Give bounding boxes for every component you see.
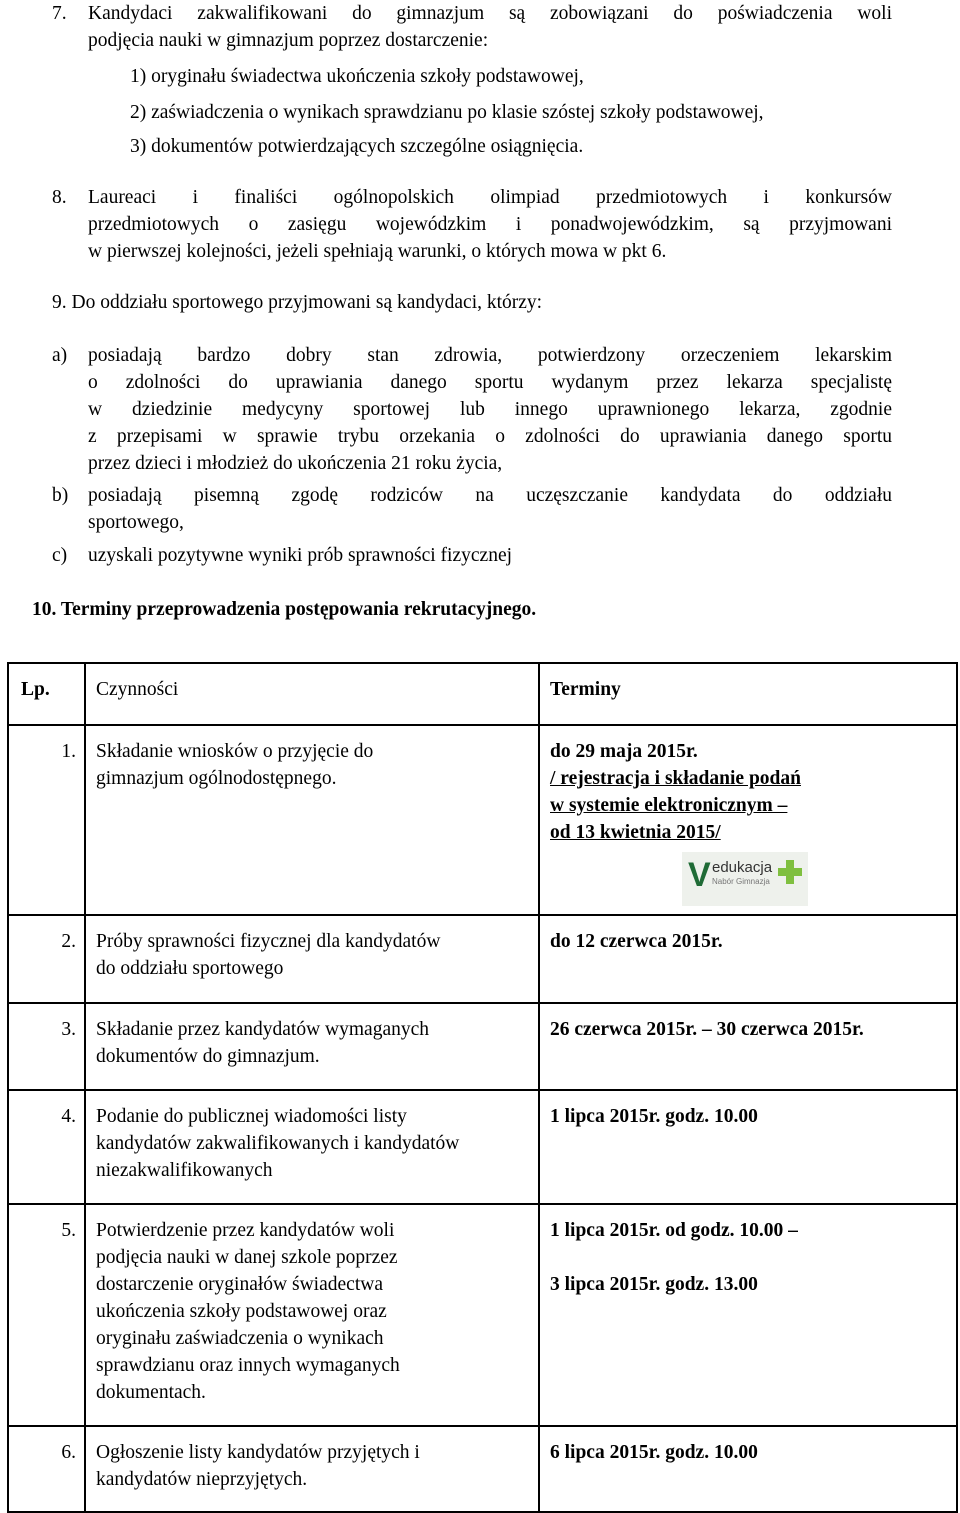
date-line: 6 lipca 2015r. godz. 10.00	[550, 1442, 758, 1463]
activity-line: Ogłoszenie listy kandydatów przyjętych i	[96, 1442, 420, 1463]
edukacja-logo	[682, 852, 808, 906]
date-line: 1 lipca 2015r. godz. 10.00	[550, 1106, 758, 1127]
table-row	[8, 1003, 957, 1090]
item-9-a-line: o zdolności do uprawiania danego sportu wydanym przez lekarza specjalistę	[88, 372, 892, 393]
activity-line: oryginału zaświadczenia o wynikach	[96, 1328, 384, 1349]
item-7-number: 7.	[52, 3, 67, 24]
activity-line: Składanie wniosków o przyjęcie do	[96, 741, 374, 762]
activity-line: podjęcia nauki w danej szkole poprzez	[96, 1247, 398, 1268]
row-dates	[539, 1003, 957, 1090]
item-9-b-letter: b)	[52, 485, 69, 506]
activity-line: do oddziału sportowego	[96, 958, 284, 979]
schedule-table	[7, 662, 958, 1513]
row-activity	[85, 1426, 539, 1512]
activity-line: Składanie przez kandydatów wymaganych	[96, 1019, 430, 1040]
date-line: do 12 czerwca 2015r.	[550, 931, 723, 952]
row-dates	[539, 1426, 957, 1512]
date-line: 1 lipca 2015r. od godz. 10.00 –	[550, 1220, 798, 1241]
activity-line: kandydatów nieprzyjętych.	[96, 1469, 308, 1490]
date-line: w systemie elektronicznym –	[550, 795, 788, 816]
section-heading: 10. Terminy przeprowadzenia postępowania rekrutacyjnego.	[32, 599, 537, 620]
item-9-a-line: z przepisami w sprawie trybu orzekania o zdolności do uprawiania danego sportu	[88, 426, 892, 447]
date-line: 3 lipca 2015r. godz. 13.00	[550, 1274, 758, 1295]
activity-line: Próby sprawności fizycznej dla kandydatów	[96, 931, 441, 952]
activity-line: dostarczenie oryginałów świadectwa	[96, 1274, 383, 1295]
item-9-b-line: posiadają pisemną zgodę rodziców na uczęszczanie kandydata do oddziału	[88, 485, 892, 506]
row-lp: 3.	[8, 1003, 85, 1090]
item-9-c-letter: c)	[52, 545, 68, 566]
activity-line: kandydatów zakwalifikowanych i kandydatów	[96, 1133, 460, 1154]
activity-line: Podanie do publicznej wiadomości listy	[96, 1106, 407, 1127]
header-lp: Lp.	[8, 663, 85, 725]
row-dates	[539, 915, 957, 1003]
activity-line: Potwierdzenie przez kandydatów woli	[96, 1220, 395, 1241]
header-activity: Czynności	[85, 663, 539, 725]
table-row	[8, 1426, 957, 1512]
row-lp: 5.	[8, 1204, 85, 1426]
item-9-a-line: w dziedzinie medycyny sportowej lub innego uprawnionego lekarza, zgodnie	[88, 399, 892, 420]
item-9-intro: 9. Do oddziału sportowego przyjmowani są kandydaci, którzy:	[52, 292, 543, 313]
row-activity	[85, 1204, 539, 1426]
table-row	[8, 725, 957, 915]
item-9-a-letter: a)	[52, 345, 68, 366]
item-9-a-line: posiadają bardzo dobry stan zdrowia, potwierdzony orzeczeniem lekarskim	[88, 345, 892, 366]
row-activity	[85, 915, 539, 1003]
row-activity	[85, 1003, 539, 1090]
activity-line: dokumentach.	[96, 1382, 206, 1403]
item-7-line-2: podjęcia nauki w gimnazjum poprzez dostarczenie:	[88, 30, 489, 51]
item-7-subitem: 2) zaświadczenia o wynikach sprawdzianu po klasie szóstej szkoły podstawowej,	[130, 102, 764, 123]
header-dates: Terminy	[539, 663, 957, 725]
activity-line: sprawdzianu oraz innych wymaganych	[96, 1355, 400, 1376]
plus-icon	[778, 860, 802, 884]
activity-line: dokumentów do gimnazjum.	[96, 1046, 320, 1067]
item-9-a-line: przez dzieci i młodzież do ukończenia 21 roku życia,	[88, 453, 503, 474]
item-8-line-3: w pierwszej kolejności, jeżeli spełniają warunki, o których mowa w pkt 6.	[88, 241, 667, 262]
table-row	[8, 1204, 957, 1426]
item-8-number: 8.	[52, 187, 67, 208]
date-line: 26 czerwca 2015r. – 30 czerwca 2015r.	[550, 1019, 864, 1040]
row-dates	[539, 725, 957, 915]
item-8-line-2: przedmiotowych o zasięgu wojewódzkim i ponadwojewódzkim, są przyjmowani	[88, 214, 892, 235]
table-row	[8, 1090, 957, 1204]
row-activity	[85, 725, 539, 915]
item-9-b-line: sportowego,	[88, 512, 184, 533]
date-line: od 13 kwietnia 2015/	[550, 822, 721, 843]
activity-line: niezakwalifikowanych	[96, 1160, 273, 1181]
edukacja-v-mark-icon: V	[688, 856, 711, 894]
date-line: do 29 maja 2015r.	[550, 741, 698, 762]
row-dates	[539, 1204, 957, 1426]
row-lp: 1.	[8, 725, 85, 915]
table-row	[8, 915, 957, 1003]
item-8-line-1: Laureaci i finaliści ogólnopolskich olimpiad przedmiotowych i konkursów	[88, 187, 892, 208]
row-activity	[85, 1090, 539, 1204]
table-header-row	[8, 663, 957, 725]
row-lp: 4.	[8, 1090, 85, 1204]
edukacja-logo-tagline: Nabór Gimnazja	[712, 877, 770, 886]
item-9-c-line: uzyskali pozytywne wyniki prób sprawności fizycznej	[88, 545, 513, 566]
activity-line: gimnazjum ogólnodostępnego.	[96, 768, 337, 789]
item-7-subitem: 3) dokumentów potwierdzających szczególne osiągnięcia.	[130, 136, 584, 157]
activity-line: ukończenia szkoły podstawowej oraz	[96, 1301, 387, 1322]
row-lp: 2.	[8, 915, 85, 1003]
row-lp: 6.	[8, 1426, 85, 1512]
item-7-subitem: 1) oryginału świadectwa ukończenia szkoły podstawowej,	[130, 66, 584, 87]
date-line: / rejestracja i składanie podań	[550, 768, 801, 789]
row-dates	[539, 1090, 957, 1204]
edukacja-logo-brand: edukacja	[712, 859, 773, 876]
item-7-line-1: Kandydaci zakwalifikowani do gimnazjum są zobowiązani do poświadczenia woli	[88, 3, 892, 24]
